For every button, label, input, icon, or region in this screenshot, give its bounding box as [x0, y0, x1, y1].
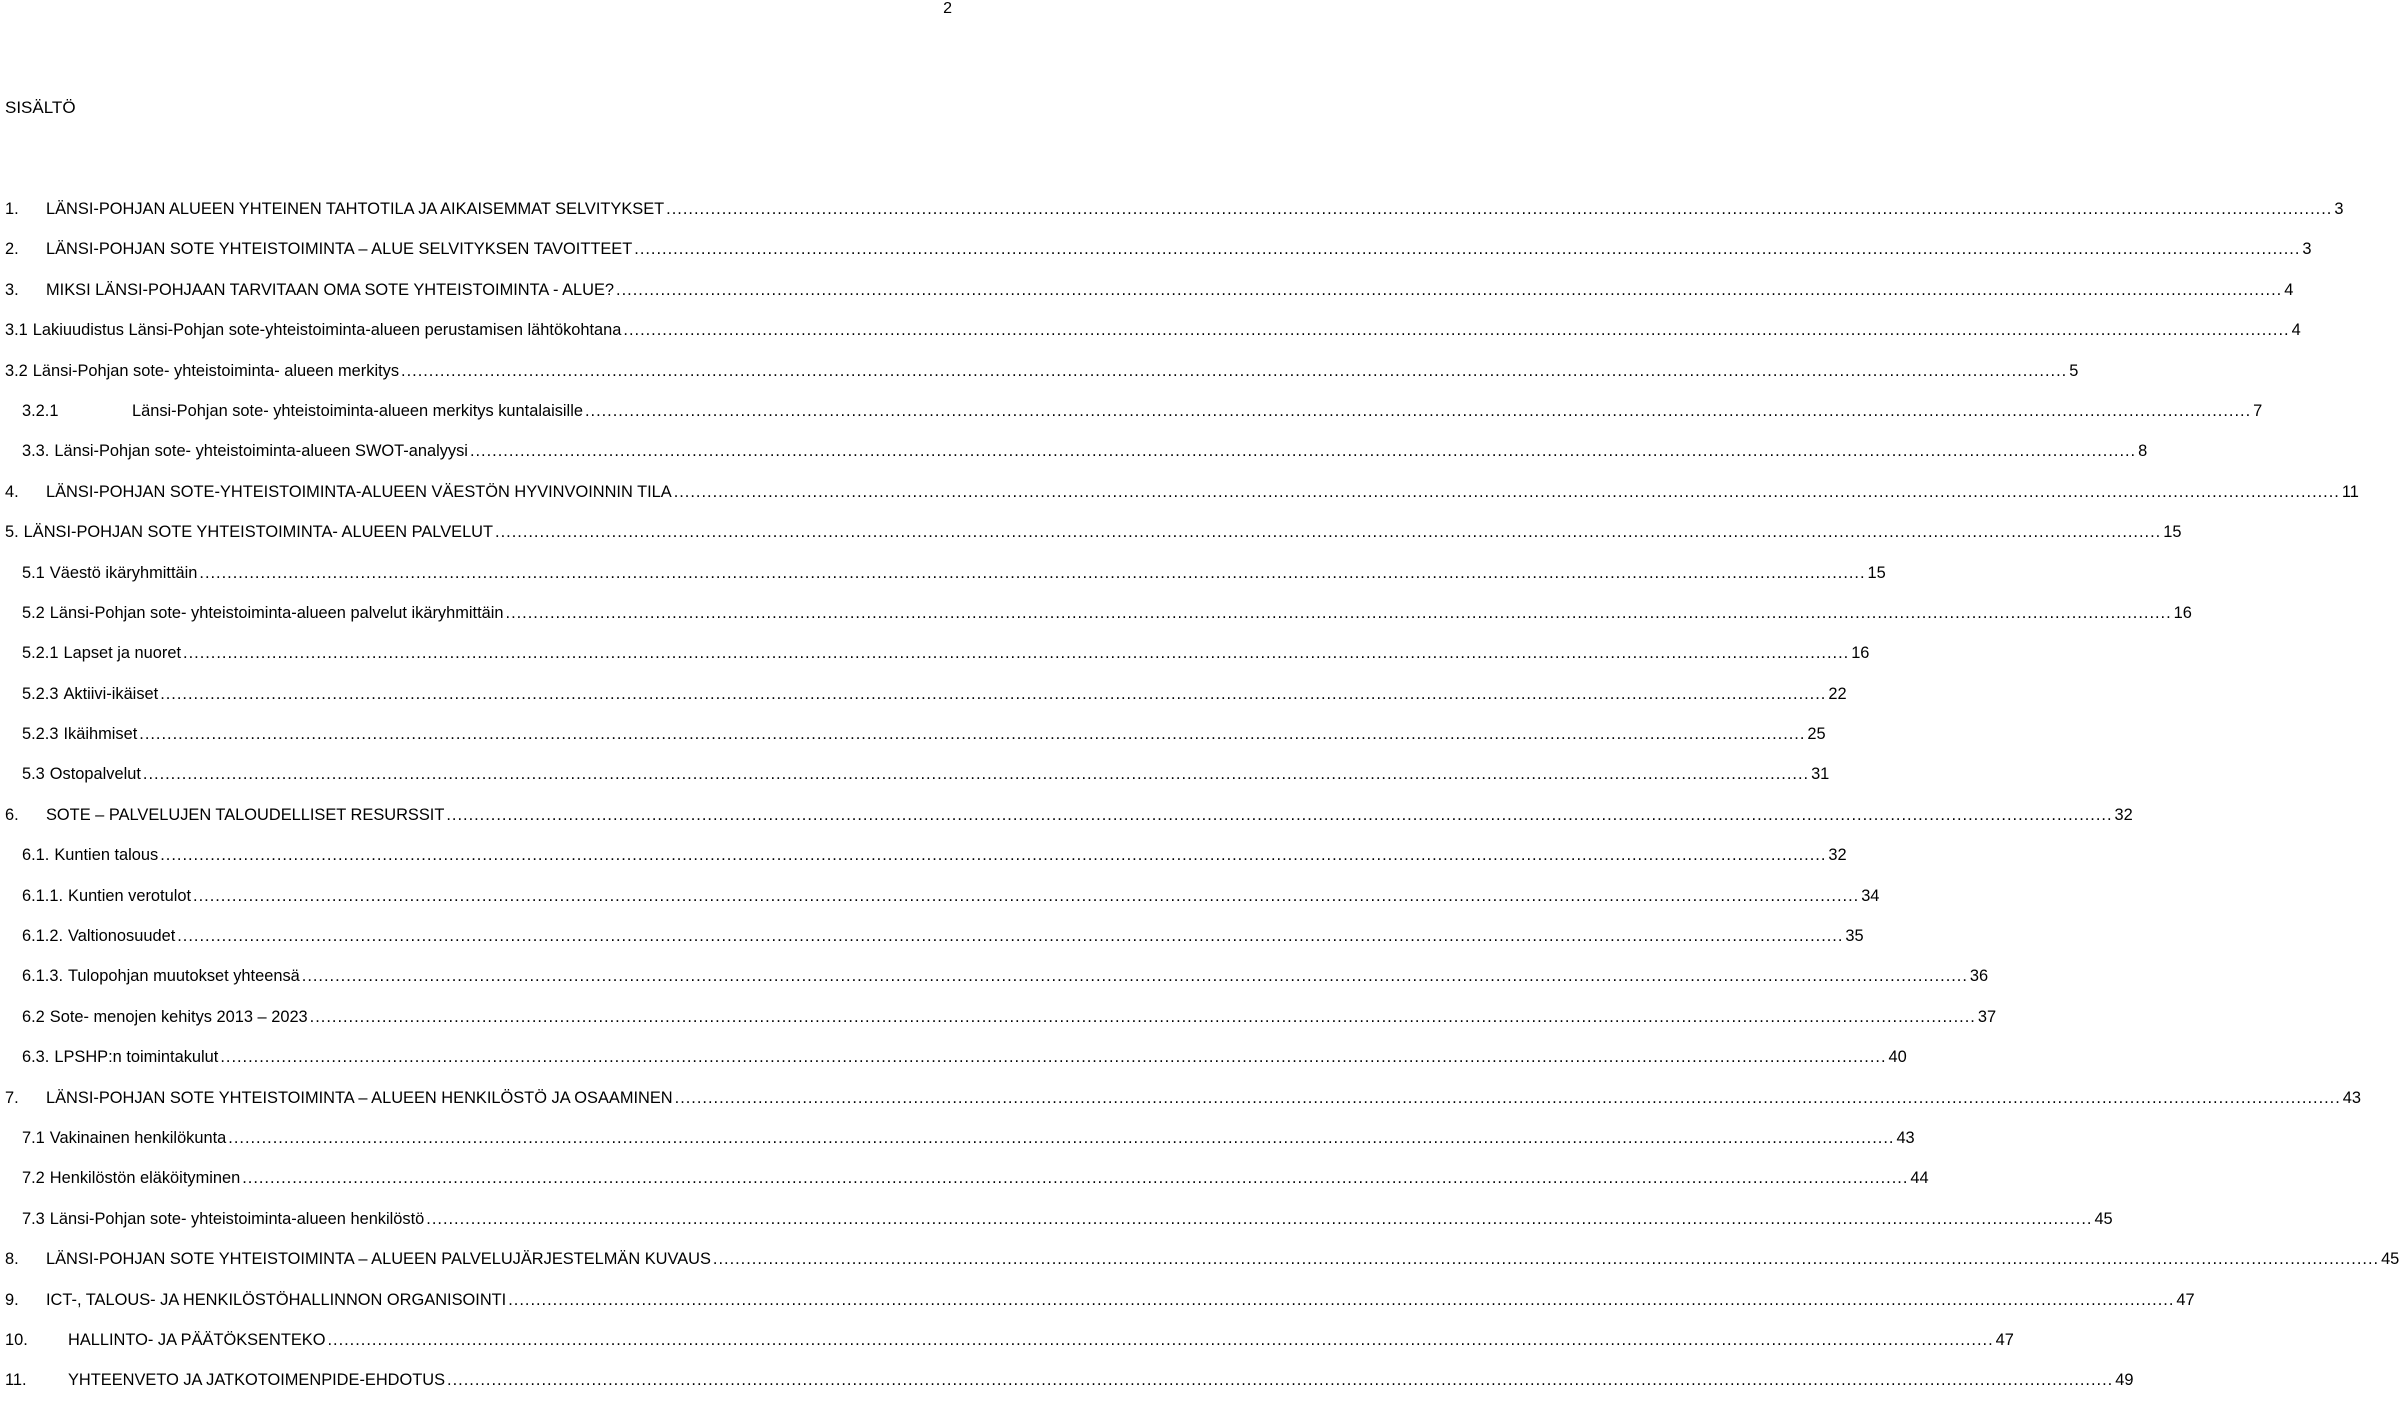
dot-leader: ............................................................................................................................................................................................................................................................................................................: [673, 482, 2340, 501]
toc-entry-number: 6.: [5, 805, 19, 824]
dot-leader: ............................................................................................................................................................................................................................................................................................................: [199, 563, 1866, 582]
dot-leader: ............................................................................................................................................................................................................................................................................................................: [220, 1048, 1887, 1067]
toc-entry-number: 5.2.3: [22, 684, 59, 703]
toc-entry[interactable]: [0, 1044, 1907, 1084]
toc-entry[interactable]: [0, 681, 1847, 721]
toc-entry-page: 32: [1828, 846, 1847, 865]
toc-entry-number: 6.1.3.: [22, 967, 64, 986]
toc-entry-title: ICT-, TALOUS- JA HENKILÖSTÖHALLINNON ORGANISOINTI: [46, 1290, 507, 1309]
toc-entry[interactable]: [0, 883, 1880, 923]
toc-entry-page: 47: [1995, 1330, 2014, 1349]
toc-entry-page: 16: [1851, 644, 1870, 663]
toc-entry-page: 4: [2291, 321, 2301, 340]
toc-entry-page: 11: [2341, 482, 2359, 501]
toc-entry[interactable]: [0, 196, 2344, 236]
dot-leader: ............................................................................................................................................................................................................................................................................................................: [401, 361, 2068, 380]
toc-entry-number: 7.2: [22, 1169, 45, 1188]
toc-entry[interactable]: [0, 398, 2263, 438]
toc-entry-title: Kuntien talous: [54, 846, 159, 865]
toc-entry[interactable]: [0, 236, 2312, 276]
toc-entry-title: LÄNSI-POHJAN SOTE YHTEISTOIMINTA – ALUEEN HENKILÖSTÖ JA OSAAMINEN: [46, 1088, 673, 1107]
toc-entry-title: LÄNSI-POHJAN SOTE YHTEISTOIMINTA- ALUEEN PALVELUT: [23, 523, 494, 542]
dot-leader: ............................................................................................................................................................................................................................................................................................................: [446, 805, 2113, 824]
dot-leader: ............................................................................................................................................................................................................................................................................................................: [139, 725, 1806, 744]
toc-entry[interactable]: [0, 1125, 1915, 1165]
toc-entry-number: 10.: [5, 1330, 28, 1349]
dot-leader: ............................................................................................................................................................................................................................................................................................................: [447, 1371, 2114, 1390]
dot-leader: ............................................................................................................................................................................................................................................................................................................: [616, 280, 2283, 299]
toc-entry-number: 5.2.3: [22, 725, 59, 744]
toc-entry[interactable]: [0, 1327, 2014, 1367]
toc-entry-title: Väestö ikäryhmittäin: [49, 563, 198, 582]
toc-entry[interactable]: [0, 519, 2182, 559]
toc-entry-number: 1.: [5, 200, 19, 218]
toc-entry[interactable]: [0, 1367, 2134, 1407]
toc-entry-title: LPSHP:n toimintakulut: [54, 1048, 219, 1067]
toc-entry[interactable]: [0, 1085, 2362, 1125]
toc-entry-page: 25: [1807, 725, 1826, 744]
toc-entry-page: 3: [2334, 200, 2344, 218]
toc-entry-page: 8: [2138, 442, 2148, 461]
toc-entry-number: 3.1: [5, 321, 28, 340]
dot-leader: ............................................................................................................................................................................................................................................................................................................: [584, 401, 2252, 420]
toc-entry-title: LÄNSI-POHJAN ALUEEN YHTEINEN TAHTOTILA JA AIKAISEMMAT SELVITYKSET: [46, 200, 665, 218]
dot-leader: ............................................................................................................................................................................................................................................................................................................: [327, 1330, 1994, 1349]
toc-entry-title: LÄNSI-POHJAN SOTE-YHTEISTOIMINTA-ALUEEN VÄESTÖN HYVINVOINNIN TILA: [46, 482, 672, 501]
dot-leader: ............................................................................................................................................................................................................................................................................................................: [228, 1128, 1895, 1147]
toc-entry[interactable]: [0, 1287, 2195, 1327]
toc-entry-number: 6.1.: [22, 846, 50, 865]
toc-entry-number: 7.1: [22, 1128, 45, 1147]
dot-leader: ............................................................................................................................................................................................................................................................................................................: [666, 200, 2333, 218]
toc-entry[interactable]: [0, 358, 2079, 398]
toc-entry-title: Vakinainen henkilökunta: [49, 1128, 227, 1147]
dot-leader: ............................................................................................................................................................................................................................................................................................................: [242, 1169, 1909, 1188]
toc-entry-title: Länsi-Pohjan sote- yhteistoiminta- alueen merkitys: [32, 361, 400, 380]
toc-entry-title: MIKSI LÄNSI-POHJAAN TARVITAAN OMA SOTE YHTEISTOIMINTA - ALUE?: [46, 280, 615, 299]
toc-entry-title: Kuntien verotulot: [68, 886, 192, 905]
toc-entry-title: Lapset ja nuoret: [63, 644, 182, 663]
toc-entry-page: 22: [1828, 684, 1847, 703]
toc-entry-number: 6.3.: [22, 1048, 50, 1067]
toc-entry-title: Länsi-Pohjan sote- yhteistoiminta-alueen henkilöstö: [49, 1209, 425, 1228]
dot-leader: ............................................................................................................................................................................................................................................................................................................: [505, 603, 2172, 622]
toc-entry-title: Länsi-Pohjan sote- yhteistoiminta-alueen merkitys kuntalaisille: [132, 401, 583, 420]
toc-entry-page: 35: [1845, 927, 1864, 946]
toc-entry-title: Ostopalvelut: [49, 765, 141, 784]
toc-entry-title: YHTEENVETO JA JATKOTOIMENPIDE-EHDOTUS: [68, 1371, 446, 1390]
page-number: 2: [943, 0, 952, 17]
toc-entry-number: 6.1.2.: [22, 927, 64, 946]
toc-entry-page: 34: [1861, 886, 1880, 905]
dot-leader: ............................................................................................................................................................................................................................................................................................................: [495, 523, 2162, 542]
toc-entry-title: HALLINTO- JA PÄÄTÖKSENTEKO: [68, 1330, 326, 1349]
toc-entry-number: 3.2.1: [22, 401, 59, 420]
dot-leader: ............................................................................................................................................................................................................................................................................................................: [160, 846, 1827, 865]
toc-entry-number: 6.2: [22, 1007, 45, 1026]
toc-entry[interactable]: [0, 1246, 2399, 1286]
toc-entry-number: 8.: [5, 1250, 19, 1269]
toc-entry-number: 6.1.1.: [22, 886, 64, 905]
toc-entry-page: 3: [2302, 240, 2312, 259]
toc-entry-number: 5.: [5, 523, 19, 542]
dot-leader: ............................................................................................................................................................................................................................................................................................................: [712, 1250, 2380, 1269]
toc-entry[interactable]: [0, 923, 1864, 963]
toc-entry[interactable]: [0, 600, 2192, 640]
toc-entry-number: 9.: [5, 1290, 19, 1309]
dot-leader: ............................................................................................................................................................................................................................................................................................................: [183, 644, 1850, 663]
toc-entry-title: Henkilöstön eläköityminen: [49, 1169, 241, 1188]
dot-leader: ............................................................................................................................................................................................................................................................................................................: [142, 765, 1810, 784]
toc-entry-page: 7: [2253, 401, 2263, 420]
toc-entry[interactable]: [0, 277, 2294, 317]
toc-entry-number: 5.3: [22, 765, 45, 784]
toc-entry[interactable]: [0, 479, 2359, 519]
toc-entry-title: LÄNSI-POHJAN SOTE YHTEISTOIMINTA – ALUEEN PALVELUJÄRJESTELMÄN KUVAUS: [46, 1250, 711, 1269]
toc-entry-number: 5.2.1: [22, 644, 59, 663]
dot-leader: ............................................................................................................................................................................................................................................................................................................: [634, 240, 2301, 259]
toc-heading: SISÄLTÖ: [5, 98, 76, 117]
toc-entry-page: 16: [2173, 603, 2192, 622]
dot-leader: ............................................................................................................................................................................................................................................................................................................: [469, 442, 2137, 461]
toc-entry-number: 5.2: [22, 603, 45, 622]
dot-leader: ............................................................................................................................................................................................................................................................................................................: [623, 321, 2290, 340]
dot-leader: ............................................................................................................................................................................................................................................................................................................: [301, 967, 1968, 986]
toc-entry[interactable]: [0, 963, 1989, 1003]
toc-entry-title: LÄNSI-POHJAN SOTE YHTEISTOIMINTA – ALUE SELVITYKSEN TAVOITTEET: [46, 240, 633, 259]
toc-entry-page: 31: [1811, 765, 1830, 784]
toc-entry-page: 15: [2163, 523, 2182, 542]
dot-leader: ............................................................................................................................................................................................................................................................................................................: [160, 684, 1827, 703]
toc-entry[interactable]: [0, 317, 2301, 357]
dot-leader: ............................................................................................................................................................................................................................................................................................................: [508, 1290, 2175, 1309]
toc-entry-number: 4.: [5, 482, 19, 501]
toc-entry[interactable]: [0, 1165, 1929, 1205]
toc-entry-page: 47: [2176, 1290, 2195, 1309]
toc-entry-page: 49: [2115, 1371, 2134, 1390]
toc-entry-page: 43: [1896, 1128, 1915, 1147]
toc-entry[interactable]: [0, 438, 2148, 478]
toc-entry[interactable]: [0, 721, 1826, 761]
toc-entry-number: 3.2: [5, 361, 28, 380]
toc-entry[interactable]: [0, 802, 2133, 842]
toc-entry-number: 7.3: [22, 1209, 45, 1228]
toc-entry-page: 36: [1969, 967, 1989, 986]
toc-entry[interactable]: [0, 842, 1847, 882]
toc-entry-page: 37: [1977, 1007, 1997, 1026]
toc-entry[interactable]: [0, 560, 1886, 600]
toc-entry-title: Länsi-Pohjan sote- yhteistoiminta-alueen palvelut ikäryhmittäin: [49, 603, 504, 622]
toc-entry-page: 45: [2094, 1209, 2113, 1228]
toc-entry-title: Aktiivi-ikäiset: [63, 684, 159, 703]
toc-entry[interactable]: [0, 761, 1830, 801]
dot-leader: ............................................................................................................................................................................................................................................................................................................: [674, 1088, 2341, 1107]
toc-entry-page: 40: [1888, 1048, 1907, 1067]
toc-entry-title: Valtionosuudet: [68, 927, 176, 946]
toc-entry-page: 45: [2381, 1250, 2399, 1269]
toc-entry-title: Tulopohjan muutokset yhteensä: [68, 967, 300, 986]
toc-entry-page: 15: [1867, 563, 1886, 582]
toc-entry-title: Lakiuudistus Länsi-Pohjan sote-yhteistoiminta-alueen perustamisen lähtökohtana: [32, 321, 622, 340]
toc-entry[interactable]: [0, 1206, 2113, 1246]
toc-entry-number: 7.: [5, 1088, 19, 1107]
dot-leader: ............................................................................................................................................................................................................................................................................................................: [177, 927, 1844, 946]
toc-entry-number: 11.: [5, 1371, 27, 1390]
dot-leader: ............................................................................................................................................................................................................................................................................................................: [426, 1209, 2093, 1228]
toc-entry-number: 3.: [5, 280, 19, 299]
toc-entry-page: 4: [2284, 280, 2294, 299]
toc-entry-title: SOTE – PALVELUJEN TALOUDELLISET RESURSSIT: [46, 805, 445, 824]
toc-entry-title: Sote- menojen kehitys 2013 – 2023: [49, 1007, 308, 1026]
toc-entry-title: Ikäihmiset: [63, 725, 138, 744]
toc-entry-title: Länsi-Pohjan sote- yhteistoiminta-alueen SWOT-analyysi: [54, 442, 468, 461]
dot-leader: ............................................................................................................................................................................................................................................................................................................: [193, 886, 1860, 905]
toc-entry-number: 2.: [5, 240, 19, 259]
toc-entry-number: 5.1: [22, 563, 45, 582]
toc-entry[interactable]: [0, 640, 1870, 680]
toc-entry-page: 44: [1910, 1169, 1929, 1188]
toc-entry-page: 43: [2342, 1088, 2362, 1107]
table-of-contents: [0, 196, 2399, 1408]
toc-entry[interactable]: [0, 1004, 1997, 1044]
dot-leader: ............................................................................................................................................................................................................................................................................................................: [309, 1007, 1976, 1026]
toc-entry-page: 5: [2069, 361, 2079, 380]
toc-entry-number: 3.3.: [22, 442, 50, 461]
toc-entry-page: 32: [2114, 805, 2133, 824]
